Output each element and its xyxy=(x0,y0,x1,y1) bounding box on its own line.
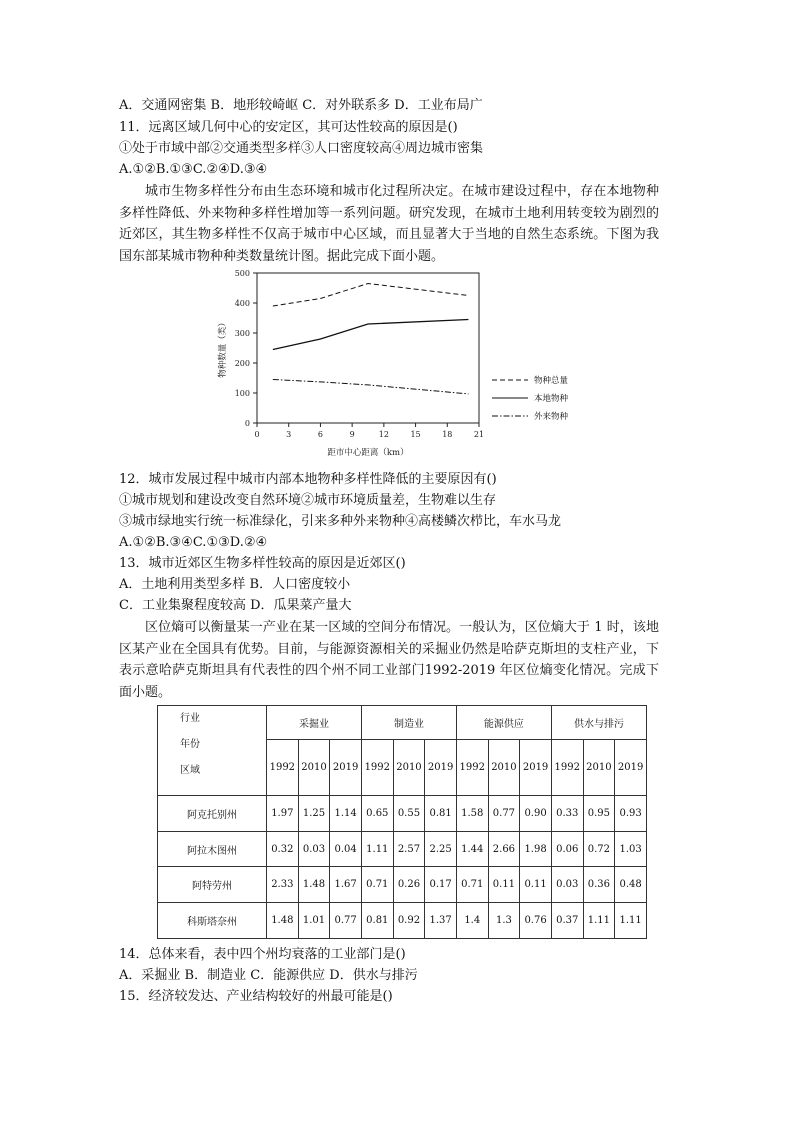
value-cell: 2.66 xyxy=(488,831,520,867)
x-tick-label: 18 xyxy=(442,430,453,439)
y-tick-label: 400 xyxy=(234,299,250,308)
table-row xyxy=(158,903,647,939)
q13-stem: 13．城市近郊区生物多样性较高的原因是近郊区() xyxy=(119,556,406,571)
q10-options: A．交通网密集 B．地形较崎岖 C．对外联系多 D．工业布局广 xyxy=(119,98,483,113)
region-cell: 阿拉木图州 xyxy=(158,831,267,867)
species-line-chart xyxy=(205,262,580,462)
q12-statements-2: ③城市绿地实行统一标准绿化，引来多种外来物种④高楼鳞次栉比，车水马龙 xyxy=(119,514,562,529)
series-line-dashed xyxy=(273,284,469,307)
region-cell: 阿特劳州 xyxy=(158,867,267,903)
value-cell: 1.3 xyxy=(488,903,520,939)
year-header: 2019 xyxy=(520,740,552,796)
value-cell: 0.55 xyxy=(393,796,425,832)
plot-frame xyxy=(257,273,479,423)
value-cell: 0.26 xyxy=(393,867,425,903)
q11-options: A.①②B.①③C.②④D.③④ xyxy=(119,162,268,177)
industry-header: 供水与排污 xyxy=(551,706,646,740)
x-tick-label: 3 xyxy=(286,430,292,439)
value-cell: 0.72 xyxy=(583,831,615,867)
value-cell: 0.03 xyxy=(298,831,330,867)
q14-stem: 14．总体来看，表中四个州均衰落的工业部门是() xyxy=(119,947,406,962)
year-header: 2019 xyxy=(615,740,647,796)
y-tick-label: 100 xyxy=(234,389,250,398)
value-cell: 0.95 xyxy=(583,796,615,832)
q12-stem: 12．城市发展过程中城市内部本地物种多样性降低的主要原因有() xyxy=(119,472,497,487)
value-cell: 0.33 xyxy=(551,796,583,832)
series-line-solid xyxy=(273,320,469,350)
value-cell: 0.93 xyxy=(615,796,647,832)
value-cell: 1.25 xyxy=(298,796,330,832)
value-cell: 0.06 xyxy=(551,831,583,867)
q12-statements-1: ①城市规划和建设改变自然环境②城市环境质量差，生物难以生存 xyxy=(119,493,497,508)
chart-axes xyxy=(217,269,484,458)
value-cell: 0.90 xyxy=(520,796,552,832)
year-header: 1992 xyxy=(456,740,488,796)
value-cell: 0.36 xyxy=(583,867,615,903)
value-cell: 0.11 xyxy=(520,867,552,903)
value-cell: 1.14 xyxy=(330,796,362,832)
value-cell: 0.76 xyxy=(520,903,552,939)
value-cell: 0.17 xyxy=(425,867,457,903)
y-axis-label: 物种数量（类） xyxy=(218,318,228,378)
year-header: 2010 xyxy=(298,740,330,796)
table-row xyxy=(158,831,647,867)
value-cell: 0.37 xyxy=(551,903,583,939)
value-cell: 1.01 xyxy=(298,903,330,939)
value-cell: 1.58 xyxy=(456,796,488,832)
chart-series xyxy=(273,284,469,394)
q11-stem: 11．远离区域几何中心的安定区，其可达性较高的原因是() xyxy=(119,120,458,135)
legend-label: 物种总量 xyxy=(534,376,569,386)
corner-industry: 行业 xyxy=(180,713,200,724)
region-cell: 阿克托别州 xyxy=(158,796,267,832)
value-cell: 2.25 xyxy=(425,831,457,867)
value-cell: 2.33 xyxy=(267,867,299,903)
value-cell: 0.48 xyxy=(615,867,647,903)
x-axis-label: 距市中心距离（km） xyxy=(327,448,409,458)
table-row xyxy=(158,796,647,832)
q15-stem: 15．经济较发达、产业结构较好的州最可能是() xyxy=(119,989,393,1004)
value-cell: 1.11 xyxy=(361,831,393,867)
value-cell: 1.44 xyxy=(456,831,488,867)
year-header: 2019 xyxy=(330,740,362,796)
passage-biodiversity: 城市生物多样性分布由生态环境和城市化过程所决定。在城市建设过程中，存在本地物种多样性降低、外来物种多样性增加等一系列问题。研究发现，在城市土地利用转变较为剧烈的近郊区，其生物多样性不仅高于城市中心区域，而且显著大于当地的自然生态系统。下图为我国东部某城市物种种类数量统计图。据此完成下面小题。 xyxy=(119,184,659,264)
y-tick-label: 500 xyxy=(234,269,250,278)
x-tick-label: 0 xyxy=(254,430,260,439)
year-header: 2010 xyxy=(393,740,425,796)
y-tick-label: 0 xyxy=(244,419,250,428)
legend-label: 本地物种 xyxy=(534,394,569,404)
value-cell: 0.77 xyxy=(330,903,362,939)
chart-legend xyxy=(492,375,569,422)
x-tick-label: 6 xyxy=(317,430,323,439)
value-cell: 1.48 xyxy=(267,903,299,939)
industry-header: 制造业 xyxy=(361,706,456,740)
q13-options-ab: A．土地利用类型多样 B．人口密度较小 xyxy=(119,577,351,592)
x-tick-label: 9 xyxy=(349,430,355,439)
location-quotient-table xyxy=(157,705,647,939)
industry-header: 采掘业 xyxy=(267,706,362,740)
y-tick-label: 300 xyxy=(234,329,250,338)
q14-options: A．采掘业 B．制造业 C．能源供应 D．供水与排污 xyxy=(119,968,418,983)
value-cell: 0.03 xyxy=(551,867,583,903)
value-cell: 1.37 xyxy=(425,903,457,939)
year-header: 1992 xyxy=(267,740,299,796)
value-cell: 1.03 xyxy=(615,831,647,867)
table-corner-header xyxy=(158,706,267,796)
value-cell: 0.65 xyxy=(361,796,393,832)
table-row xyxy=(158,867,647,903)
x-tick-label: 21 xyxy=(473,430,485,439)
corner-year: 年份 xyxy=(180,739,200,750)
value-cell: 0.81 xyxy=(361,903,393,939)
value-cell: 0.04 xyxy=(330,831,362,867)
x-tick-label: 12 xyxy=(378,430,389,439)
year-header: 2019 xyxy=(425,740,457,796)
legend-label: 外来物种 xyxy=(534,412,569,422)
value-cell: 1.67 xyxy=(330,867,362,903)
value-cell: 2.57 xyxy=(393,831,425,867)
value-cell: 1.97 xyxy=(267,796,299,832)
value-cell: 1.11 xyxy=(615,903,647,939)
value-cell: 0.71 xyxy=(361,867,393,903)
value-cell: 1.11 xyxy=(583,903,615,939)
value-cell: 1.4 xyxy=(456,903,488,939)
q11-statements: ①处于市域中部②交通类型多样③人口密度较高④周边城市密集 xyxy=(119,141,484,156)
value-cell: 0.77 xyxy=(488,796,520,832)
industry-header: 能源供应 xyxy=(456,706,551,740)
region-cell: 科斯塔奈州 xyxy=(158,903,267,939)
value-cell: 0.71 xyxy=(456,867,488,903)
value-cell: 0.11 xyxy=(488,867,520,903)
value-cell: 0.92 xyxy=(393,903,425,939)
y-tick-label: 200 xyxy=(234,359,250,368)
q13-options-cd: C．工业集聚程度较高 D．瓜果菜产量大 xyxy=(119,598,352,613)
q12-options: A.①②B.③④C.①③D.②④ xyxy=(119,535,268,550)
year-header: 2010 xyxy=(583,740,615,796)
series-line-dashdot xyxy=(273,380,469,394)
value-cell: 1.48 xyxy=(298,867,330,903)
year-header: 1992 xyxy=(361,740,393,796)
value-cell: 0.32 xyxy=(267,831,299,867)
year-header: 2010 xyxy=(488,740,520,796)
passage-location-quotient: 区位熵可以衡量某一产业在某一区域的空间分布情况。一般认为，区位熵大于 1 时，该地区某产业在全国具有优势。目前，与能源资源相关的采掘业仍然是哈萨克斯坦的支柱产业，下表示意哈萨克斯坦具有代表性的四个州不同工业部门1992-2019 年区位熵变化情况。完成下面小题。 xyxy=(119,620,659,700)
year-header: 1992 xyxy=(551,740,583,796)
value-cell: 1.98 xyxy=(520,831,552,867)
x-tick-label: 15 xyxy=(410,430,421,439)
corner-region: 区域 xyxy=(180,765,200,776)
value-cell: 0.81 xyxy=(425,796,457,832)
